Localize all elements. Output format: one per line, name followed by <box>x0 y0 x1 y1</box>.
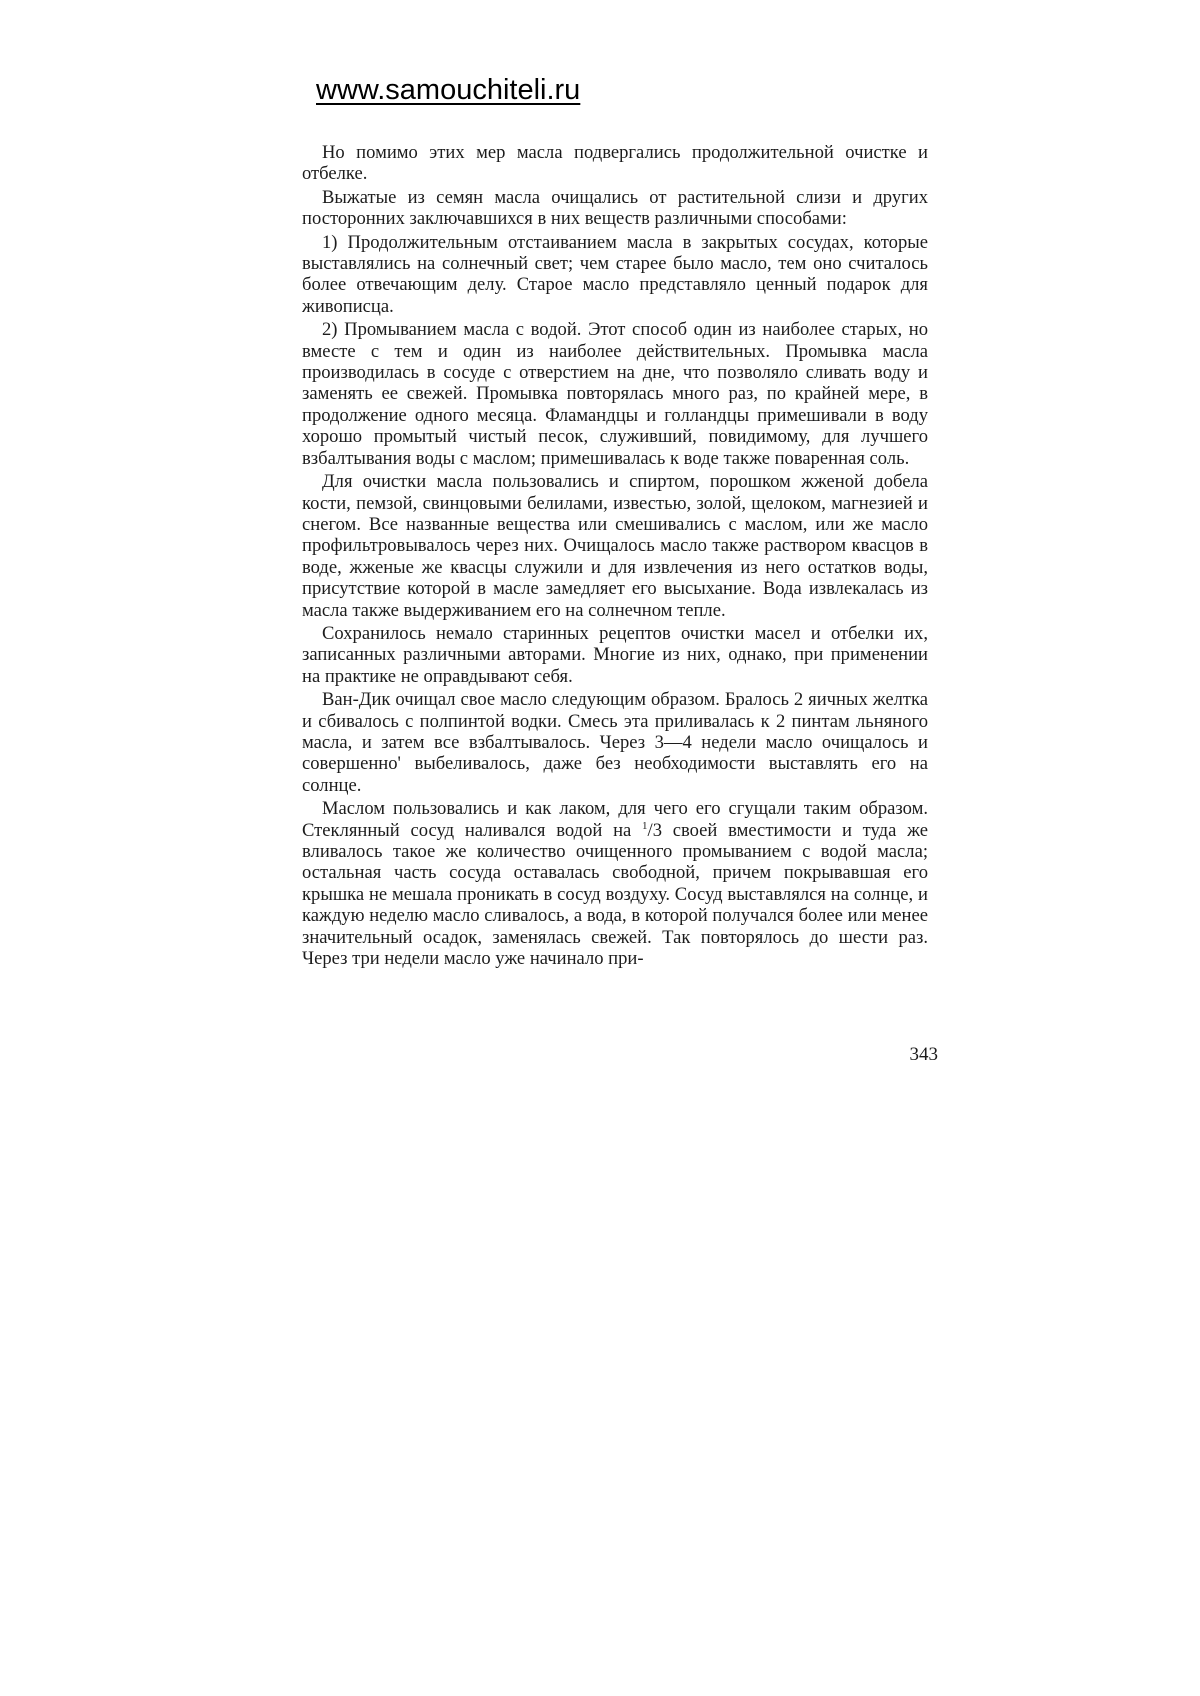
paragraph-8-end: своей вместимости и туда же вливалось такое же количество очищенного промыванием с водой масла; остальная часть сосуда оставалась свободной, причем покрывавшая его крышка не мешала проникать в сосуд воздуху. Сосуд выставлялся на солнце, и каждую неделю масло сливалось, а вода, в которой получался более или менее значительный осадок, заменялась свежей. Так повторялось до шести раз. Через три недели масло уже начинало при- <box>302 819 928 970</box>
paragraph-3: 1) Продолжительным отстаиванием масла в закрытых сосудах, которые выставлялись на солнечный свет; чем старее было масло, тем оно считалось более отвечающим делу. Старое масло представляло ценный подарок для живописца. <box>302 231 928 317</box>
paragraph-8-start: Маслом пользовались и как лаком, для чего его сгущали таким образом. Стеклянный сосуд наливался водой на <box>302 798 928 841</box>
paragraph-4: 2) Промыванием масла с водой. Этот способ один из наиболее старых, но вместе с тем и один из наиболее действительных. Промывка масла производилась в сосуде с отверстием на дне, что позволяло сливать воду и заменять ее свежей. Промывка повторялась много раз, по крайней мере, в продолжение одного месяца. Фламандцы и голландцы примешивали в воду хорошо промытый чистый песок, служивший, повидимому, для лучшего взбалтывания воды с маслом; примешивалась к воде также поваренная соль. <box>302 319 928 469</box>
fraction-numerator: 1 <box>642 819 648 832</box>
page-number: 343 <box>909 1044 938 1065</box>
paragraph-1: Но помимо этих мер масла подвергались продолжительной очистке и отбелке. <box>302 142 928 185</box>
page-text <box>302 142 928 971</box>
paragraph-5: Для очистки масла пользовались и спиртом, порошком жженой добела кости, пемзой, свинцовыми белилами, известью, золой, щелоком, магнезией и снегом. Все названные вещества или смешивались с маслом, или же масло профильтровывалось через них. Очищалось масло также раствором квасцов в воде, жженые же квасцы служили и для извлечения из него остатков воды, присутствие которой в масле замедляет его высыхание. Вода извлекалась из масла также выдерживанием его на солнечном тепле. <box>302 471 928 621</box>
paragraph-2: Выжатые из семян масла очищались от растительной слизи и других посторонних заключавшихся в них веществ различными способами: <box>302 186 928 230</box>
site-link[interactable]: www.samouchiteli.ru <box>316 74 581 106</box>
paragraph-6: Сохранилось немало старинных рецептов очистки масел и отбелки их, записанных различными авторами. Многие из них, однако, при применении на практике не оправдывают себя. <box>302 622 928 687</box>
paragraph-7: Ван-Дик очищал свое масло следующим образом. Бралось 2 яичных желтка и сбивалось с полпинтой водки. Смесь эта приливалась к 2 пинтам льняного масла, и затем все взбалтывалось. Через 3—4 недели масло очищалось и совершенно' выбеливалось, даже без необходимости выставлять его на солнце. <box>302 689 928 796</box>
fraction-denominator: /3 <box>647 819 662 841</box>
paragraph-8 <box>302 798 928 969</box>
